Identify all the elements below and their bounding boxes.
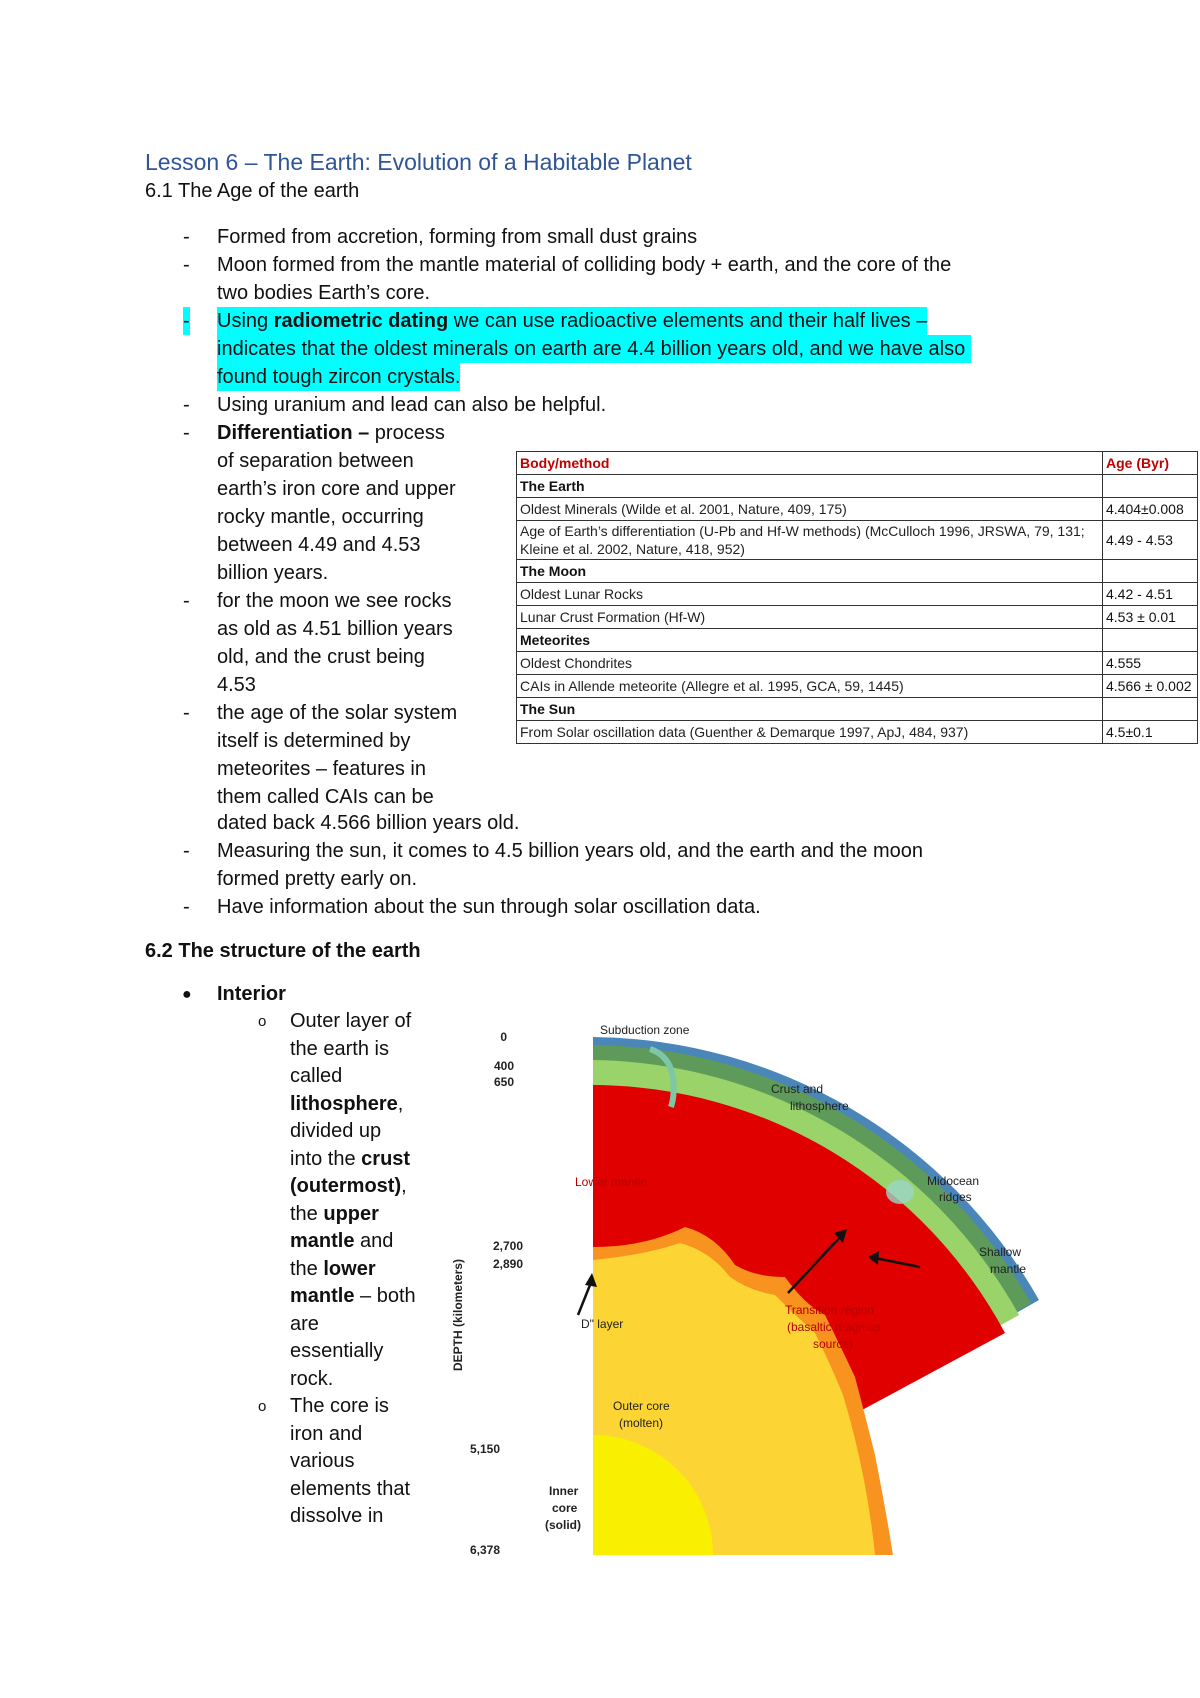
table-row: [517, 629, 1198, 652]
table-cell-age: 4.566 ± 0.002: [1103, 675, 1198, 698]
table-row: [517, 721, 1198, 744]
dash-marker: -: [183, 896, 190, 918]
label-shallow-1: Shallow: [979, 1245, 1022, 1259]
group-label: The Earth: [517, 475, 1103, 498]
table-cell-method: From Solar oscillation data (Guenther & Demarque 1997, ApJ, 484, 937): [517, 721, 1103, 744]
bullet-moon-rocks-line1: for the moon we see rocks: [217, 590, 452, 612]
label-outer-core-1: Outer core: [613, 1399, 670, 1413]
dash-marker: -: [183, 394, 190, 416]
depth-5150: 5,150: [470, 1442, 501, 1456]
label-midocean-2: ridges: [939, 1190, 972, 1204]
bullet-moon-rocks-line2: as old as 4.51 billion years: [217, 618, 453, 640]
depth-2890: 2,890: [493, 1257, 524, 1271]
depth-axis-label: DEPTH (kilometers): [451, 1258, 465, 1372]
label-subduction-zone: Subduction zone: [600, 1023, 690, 1037]
bullet-moon-rocks-line4: 4.53: [217, 674, 256, 696]
bullet-sun-line2: formed pretty early on.: [217, 868, 418, 890]
table-row: [517, 652, 1198, 675]
table-cell-method: Oldest Chondrites: [517, 652, 1103, 675]
label-crust-1: Crust and: [771, 1082, 824, 1096]
bullet-solar-system-line4: them called CAIs can be: [217, 786, 434, 808]
page-title: Lesson 6 – The Earth: Evolution of a Habitable Planet: [145, 149, 692, 175]
dash-marker: -: [183, 307, 190, 335]
bullet-radiometric-line1: Using radiometric dating we can use radioactive elements and their half lives –: [217, 307, 927, 335]
depth-6378: 6,378: [470, 1543, 501, 1557]
label-inner-core-3: (solid): [545, 1518, 581, 1532]
label-transition-1: Transition region: [785, 1303, 874, 1317]
table-row: [517, 675, 1198, 698]
label-crust-2: lithosphere: [790, 1099, 849, 1113]
table-row: [517, 606, 1198, 629]
label-midocean-1: Midocean: [927, 1174, 980, 1188]
table-cell-age: 4.42 - 4.51: [1103, 583, 1198, 606]
bullet-moon-line2: two bodies Earth’s core.: [217, 282, 431, 304]
section-heading-age: 6.1 The Age of the earth: [145, 180, 360, 202]
bullet-solar-system-line3: meteorites – features in: [217, 758, 426, 780]
label-inner-core-2: core: [552, 1501, 578, 1515]
dash-marker: -: [183, 254, 190, 276]
bullet-moon-line1: Moon formed from the mantle material of colliding body + earth, and the core of the: [217, 254, 952, 276]
age-table: [516, 451, 1198, 744]
bullet-differentiation-line6: billion years.: [217, 562, 329, 584]
group-label: The Sun: [517, 698, 1103, 721]
table-cell-method: Age of Earth’s differentiation (U-Pb and Hf-W methods) (McCulloch 1996, JRSWA, 79, 131; Kleine et al. 2002, Nature, 418, 952): [517, 521, 1103, 560]
bullet-radiometric-line2: indicates that the oldest minerals on earth are 4.4 billion years old, and we have also: [217, 335, 971, 363]
table-row: [517, 475, 1198, 498]
table-cell-method: Oldest Lunar Rocks: [517, 583, 1103, 606]
outer-layer-text: Outer layer of the earth is called lithosphere, divided up into the crust (outermost), the upper mantle and the lower mantle – both are essentially rock.: [290, 1010, 416, 1390]
table-row: [517, 452, 1198, 475]
label-lower-mantle: Lower mantle: [575, 1175, 648, 1189]
table-cell-method: Oldest Minerals (Wilde et al. 2001, Nature, 409, 175): [517, 498, 1103, 521]
dash-marker: -: [183, 590, 190, 612]
table-cell-age: 4.53 ± 0.01: [1103, 606, 1198, 629]
midocean-ridge: [886, 1180, 914, 1204]
bullet-sun-line1: Measuring the sun, it comes to 4.5 billion years old, and the earth and the moon: [217, 840, 923, 862]
bullet-solar-oscillation: Have information about the sun through solar oscillation data.: [217, 896, 761, 918]
table-row: [517, 583, 1198, 606]
table-row: [517, 698, 1198, 721]
depth-2700: 2,700: [493, 1239, 524, 1253]
bullet-differentiation-line5: between 4.49 and 4.53: [217, 534, 421, 556]
core-text: The core is iron and various elements that dissolve in: [290, 1395, 411, 1527]
dash-marker: -: [183, 702, 190, 724]
label-transition-2: (basaltic magmas: [787, 1320, 882, 1334]
bullet-radiometric-line3: found tough zircon crystals.: [217, 363, 460, 391]
label-transition-3: source): [813, 1337, 854, 1351]
depth-0: 0: [500, 1030, 507, 1044]
label-outer-core-2: (molten): [619, 1416, 664, 1430]
bullet-solar-system-line5: dated back 4.566 billion years old.: [217, 812, 520, 834]
column-header-age: Age (Byr): [1103, 452, 1198, 475]
label-d-layer: D" layer: [581, 1317, 624, 1331]
circle-bullet: o: [258, 1013, 267, 1030]
table-cell-age: 4.5±0.1: [1103, 721, 1198, 744]
depth-650: 650: [493, 1075, 514, 1089]
table-cell-method: Lunar Crust Formation (Hf-W): [517, 606, 1103, 629]
group-label: The Moon: [517, 560, 1103, 583]
bullet-solar-system-line2: itself is determined by: [217, 730, 411, 752]
table-cell-age: 4.49 - 4.53: [1103, 521, 1198, 560]
bullet-moon-rocks-line3: old, and the crust being: [217, 646, 425, 668]
label-inner-core-1: Inner: [549, 1484, 579, 1498]
section-heading-structure: 6.2 The structure of the earth: [145, 940, 421, 962]
dash-marker: -: [183, 422, 190, 444]
bullet-solar-system-line1: the age of the solar system: [217, 702, 458, 724]
depth-400: 400: [493, 1059, 514, 1073]
table-row: [517, 560, 1198, 583]
bullet-differentiation-line3: earth’s iron core and upper: [217, 478, 456, 500]
dash-marker: -: [183, 840, 190, 862]
table-row: [517, 498, 1198, 521]
table-cell-age: 4.404±0.008: [1103, 498, 1198, 521]
label-shallow-2: mantle: [990, 1262, 1027, 1276]
interior-heading: Interior: [217, 983, 286, 1005]
dash-marker: -: [183, 226, 190, 248]
table-cell-age: 4.555: [1103, 652, 1198, 675]
bullet-uranium-lead: Using uranium and lead can also be helpful.: [217, 394, 607, 416]
column-header-method: Body/method: [517, 452, 1103, 475]
circle-bullet: o: [258, 1398, 267, 1415]
table-row: [517, 521, 1198, 560]
earth-structure-diagram: [445, 1015, 1045, 1575]
bullet-dot: ●: [182, 986, 192, 1003]
bullet-differentiation-line1: Differentiation – process: [217, 422, 445, 444]
bullet-differentiation-line2: of separation between: [217, 450, 414, 472]
bullet-differentiation-line4: rocky mantle, occurring: [217, 506, 424, 528]
bullet-accretion: Formed from accretion, forming from small dust grains: [217, 226, 698, 248]
table-cell-method: CAIs in Allende meteorite (Allegre et al. 1995, GCA, 59, 1445): [517, 675, 1103, 698]
group-label: Meteorites: [517, 629, 1103, 652]
